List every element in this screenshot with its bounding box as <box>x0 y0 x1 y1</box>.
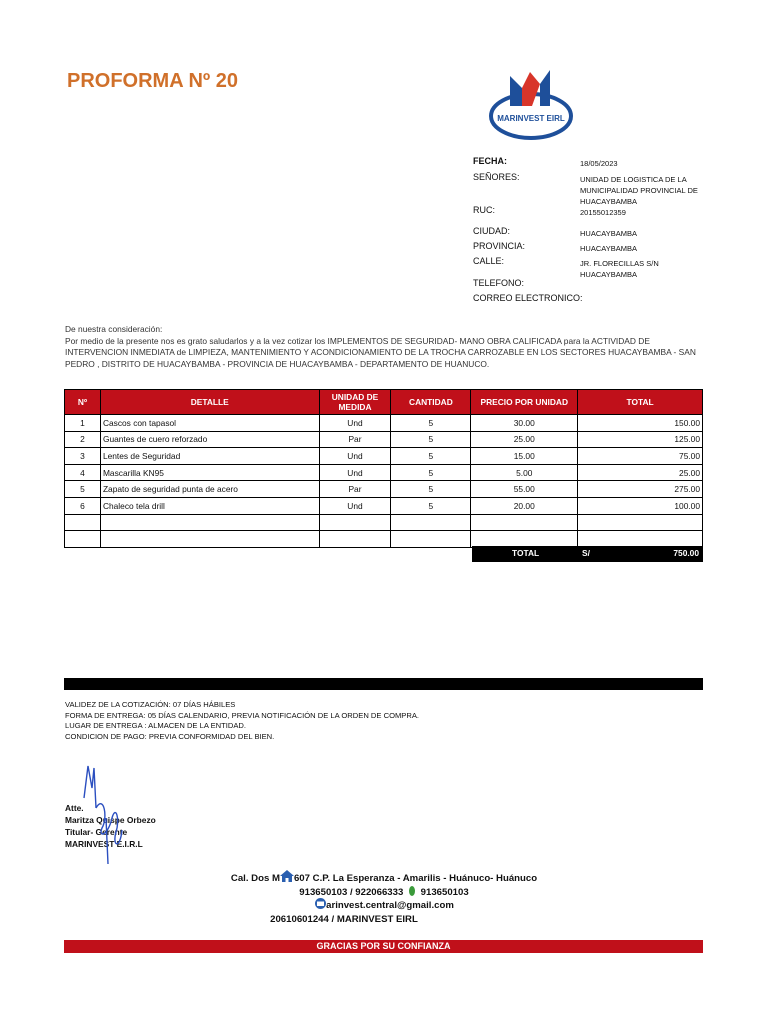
table-row <box>65 514 703 531</box>
cell-detalle <box>100 531 319 548</box>
terms <box>65 700 419 742</box>
footer-address <box>0 870 768 884</box>
cell-detalle: Zapato de seguridad punta de acero <box>100 481 319 498</box>
footer-phones <box>0 884 768 898</box>
cell-no <box>65 514 101 531</box>
fecha-value: 18/05/2023 <box>580 159 618 168</box>
total-value: 750.00 <box>673 548 699 558</box>
term-lugar-entrega: LUGAR DE ENTREGA : ALMACEN DE LA ENTIDAD. <box>65 721 247 730</box>
senores-value: UNIDAD DE LOGISTICA DE LA MUNICIPALIDAD PROVINCIAL DE HUACAYBAMBA <box>580 175 698 206</box>
cell-precio: 15.00 <box>471 448 578 465</box>
ciudad-value: HUACAYBAMBA <box>580 229 637 238</box>
cell-precio: 30.00 <box>471 415 578 432</box>
cell-cantidad: 5 <box>391 464 471 481</box>
cell-precio: 5.00 <box>471 464 578 481</box>
ruc-value: 20155012359 <box>580 208 626 217</box>
col-header-detalle: DETALLE <box>100 390 319 415</box>
senores-label: SEÑORES: <box>473 172 520 182</box>
cell-unidad <box>319 531 391 548</box>
calle-label: CALLE: <box>473 256 505 266</box>
cell-total: 125.00 <box>578 431 703 448</box>
cell-precio: 25.00 <box>471 431 578 448</box>
cell-unidad: Und <box>319 448 391 465</box>
cell-no: 6 <box>65 497 101 514</box>
cell-total <box>578 514 703 531</box>
provincia-label: PROVINCIA: <box>473 241 526 251</box>
cell-cantidad: 5 <box>391 415 471 432</box>
table-row <box>65 431 703 448</box>
intro-text <box>65 324 705 370</box>
table-row <box>65 448 703 465</box>
cell-total: 150.00 <box>578 415 703 432</box>
footer-ruc: 20610601244 / MARINVEST EIRL <box>270 914 418 925</box>
greeting: De nuestra consideración: <box>65 324 163 334</box>
cell-precio: 20.00 <box>471 497 578 514</box>
table-header-row <box>65 390 703 415</box>
table-row <box>65 481 703 498</box>
total-currency: S/ <box>582 548 590 558</box>
company-logo <box>488 66 574 144</box>
table-row <box>65 415 703 432</box>
cell-detalle: Mascarilla KN95 <box>100 464 319 481</box>
cell-detalle <box>100 514 319 531</box>
whatsapp-icon <box>406 884 418 898</box>
address-pre: Cal. Dos M <box>230 873 280 884</box>
correo-label: CORREO ELECTRONICO: <box>473 293 583 303</box>
thanks-banner: GRACIAS POR SU CONFIANZA <box>64 940 703 953</box>
address-post: 607 C.P. La Esperanza - Amarilis - Huánuco- Huánuco <box>293 873 538 884</box>
signer-name: Maritza Quispe Orbezo <box>65 815 156 825</box>
cell-no: 3 <box>65 448 101 465</box>
cell-no: 2 <box>65 431 101 448</box>
telefono-label: TELEFONO: <box>473 278 525 288</box>
page-title: PROFORMA Nº 20 <box>67 70 239 92</box>
cell-precio <box>471 531 578 548</box>
cell-unidad: Par <box>319 481 391 498</box>
phones: 913650103 / 922066333 <box>299 887 404 898</box>
fecha-label: FECHA: <box>473 156 507 166</box>
col-header-total: TOTAL <box>578 390 703 415</box>
col-header-cantidad: CANTIDAD <box>391 390 471 415</box>
signer-company: MARINVEST E.I.R.L <box>65 839 143 849</box>
total-bar <box>472 546 703 562</box>
term-condicion-pago: CONDICION DE PAGO: PREVIA CONFORMIDAD DEL BIEN. <box>65 731 275 741</box>
cell-no: 5 <box>65 481 101 498</box>
footer-email <box>0 898 768 911</box>
ciudad-label: CIUDAD: <box>473 226 511 236</box>
cell-detalle: Guantes de cuero reforzado <box>100 431 319 448</box>
logo-text: MARINVEST EIRL <box>497 114 565 123</box>
cell-cantidad <box>391 514 471 531</box>
items-table <box>64 389 703 548</box>
cell-unidad: Par <box>319 431 391 448</box>
cell-cantidad: 5 <box>391 431 471 448</box>
cell-detalle: Chaleco tela drill <box>100 497 319 514</box>
atte: Atte. <box>65 803 84 813</box>
cell-cantidad: 5 <box>391 481 471 498</box>
cell-total: 75.00 <box>578 448 703 465</box>
col-header-precio: PRECIO POR UNIDAD <box>471 390 578 415</box>
divider-bar <box>64 678 703 690</box>
table-row <box>65 464 703 481</box>
table-row <box>65 531 703 548</box>
email: arinvest.central@gmail.com <box>326 900 454 911</box>
cell-unidad: Und <box>319 464 391 481</box>
term-validez: VALIDEZ DE LA COTIZACIÓN: 07 DÍAS HÁBILES <box>65 700 236 709</box>
handwritten-signature <box>78 758 134 864</box>
term-forma-entrega: FORMA DE ENTREGA: 05 DÍAS CALENDARIO, PREVIA NOTIFICACIÓN DE LA ORDEN DE COMPRA. <box>65 710 420 720</box>
cell-total: 25.00 <box>578 464 703 481</box>
ruc-label: RUC: <box>473 205 495 215</box>
table-row <box>65 497 703 514</box>
cell-cantidad: 5 <box>391 448 471 465</box>
signer-role: Titular- Gerente <box>65 827 128 837</box>
cell-unidad: Und <box>319 497 391 514</box>
cell-precio <box>471 514 578 531</box>
col-header-unidad: UNIDAD DE MEDIDA <box>319 390 391 415</box>
cell-total <box>578 531 703 548</box>
phone-2: 913650103 <box>420 887 469 898</box>
total-label: TOTAL <box>512 548 540 558</box>
email-icon <box>314 898 326 911</box>
cell-no: 1 <box>65 415 101 432</box>
cell-cantidad: 5 <box>391 497 471 514</box>
cell-no <box>65 531 101 548</box>
calle-value: JR. FLORECILLAS S/N HUACAYBAMBA <box>580 259 659 279</box>
cell-total: 275.00 <box>578 481 703 498</box>
cell-detalle: Cascos con tapasol <box>100 415 319 432</box>
col-header-no: Nº <box>65 390 101 415</box>
intro-body: Por medio de la presente nos es grato saludarlos y a la vez cotizar los IMPLEMENTOS DE SEGURIDAD- MANO OBRA CALIFICADA para la ACTIVIDAD DE INTERVENCION INMEDIATA de LIMPIEZA, MANTENIMIENTO Y ACONDICIONAMIENTO DE LA TROCHA CARROZABLE EN LOS SECTORES HUACAYBAMBA - SAN PEDRO , DISTRITO DE HUACAYBAMBA - PROVINCIA DE HUACAYBAMBA - DEPARTAMENTO DE HUANUCO. <box>65 335 696 369</box>
cell-no: 4 <box>65 464 101 481</box>
cell-total: 100.00 <box>578 497 703 514</box>
home-icon <box>280 870 294 884</box>
cell-cantidad <box>391 531 471 548</box>
cell-unidad: Und <box>319 415 391 432</box>
cell-detalle: Lentes de Seguridad <box>100 448 319 465</box>
cell-unidad <box>319 514 391 531</box>
provincia-value: HUACAYBAMBA <box>580 244 637 253</box>
cell-precio: 55.00 <box>471 481 578 498</box>
